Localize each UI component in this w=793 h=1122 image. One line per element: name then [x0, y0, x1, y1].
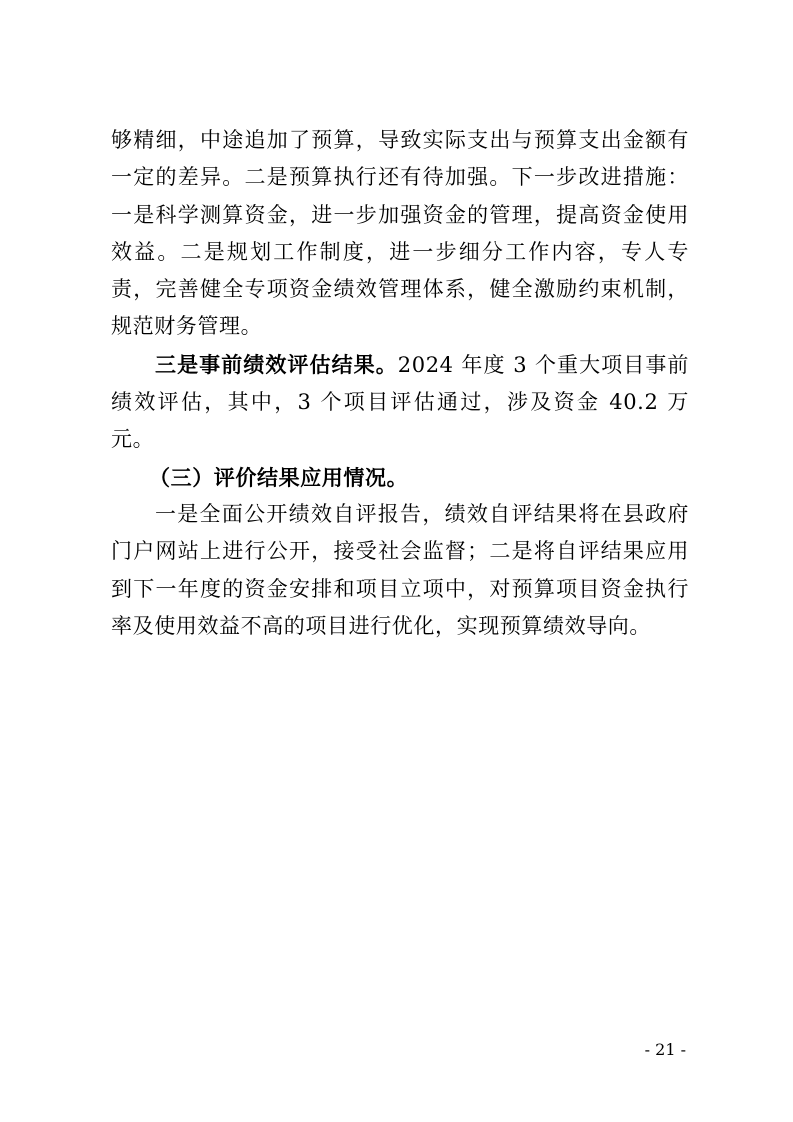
- document-body: [111, 122, 689, 645]
- paragraph-text: 一是全面公开绩效自评报告，绩效自评结果将在县政府门户网站上进行公开，接受社会监督；二是将自评结果应用到下一年度的资金安排和项目立项中，对预算项目资金执行率及使用效益不高的项目进行优化，实现预算绩效导向。: [111, 501, 689, 638]
- paragraph-results-application: [111, 496, 689, 645]
- paragraph-text: 2024 年度 3 个重大项目事前绩效评估，其中，3 个项目评估通过，涉及资金 40.2 万元。: [111, 352, 689, 452]
- paragraph-pre-assessment: [111, 346, 689, 459]
- paragraph-text: 够精细，中途追加了预算，导致实际支出与预算支出金额有一定的差异。二是预算执行还有待加强。下一步改进措施：一是科学测算资金，进一步加强资金的管理，提高资金使用效益。二是规划工作制度，进一步细分工作内容，专人专责，完善健全专项资金绩效管理体系，健全激励约束机制，规范财务管理。: [111, 128, 689, 339]
- section-heading: （三）评价结果应用情况。: [149, 464, 409, 490]
- page-number: - 21 -: [644, 1040, 686, 1059]
- paragraph-continuation: [111, 122, 689, 346]
- paragraph-bold-lead: 三是事前绩效评估结果。: [155, 351, 398, 377]
